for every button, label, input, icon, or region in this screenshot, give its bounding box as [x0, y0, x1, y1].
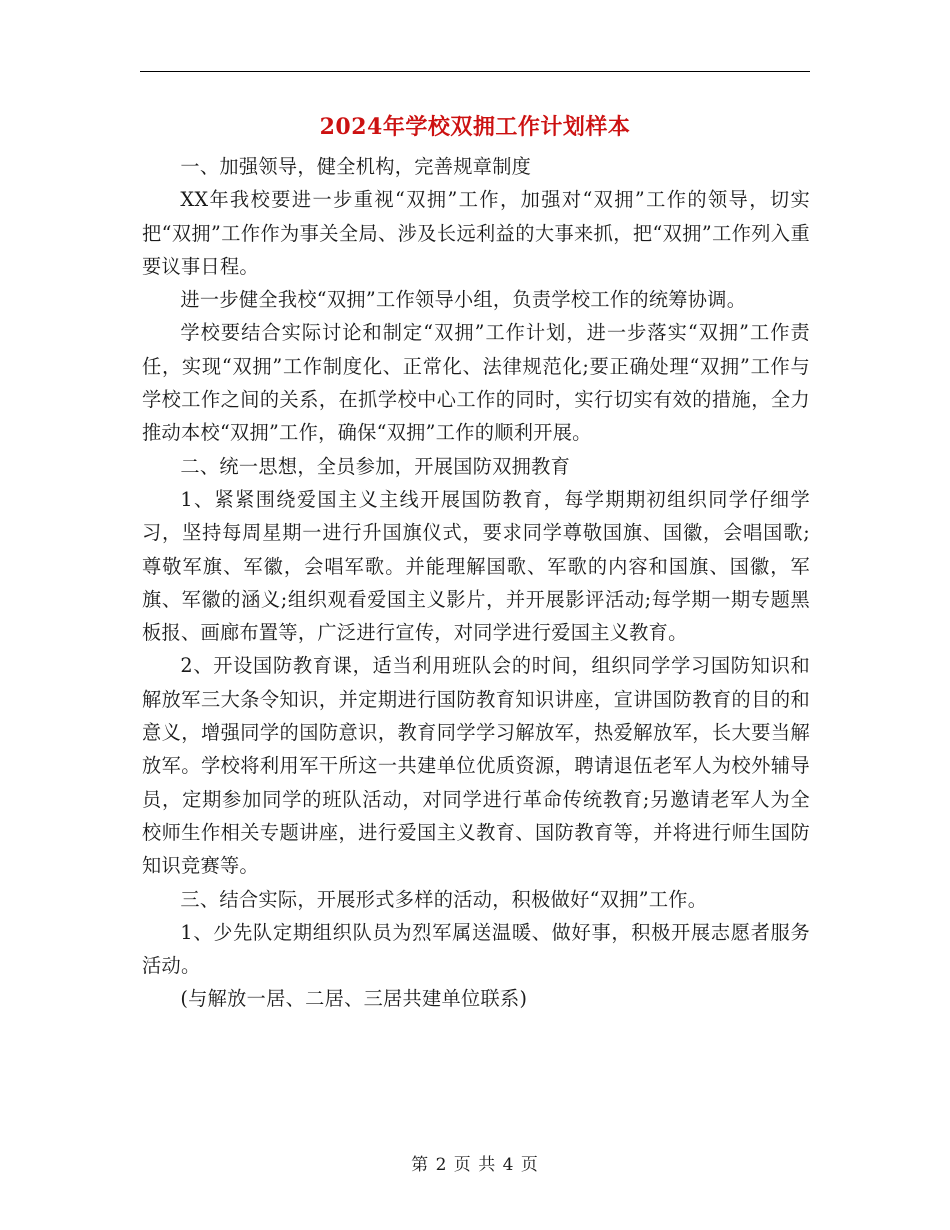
body-paragraph: 学校要结合实际讨论和制定“双拥”工作计划，进一步落实“双拥”工作责任，实现“双拥”工作制度化、正常化、法律规范化;要正确处理“双拥”工作与学校工作之间的关系，在抓学校中心工作的同时，实行切实有效的措施，全力推动本校“双拥”工作，确保“双拥”工作的顺利开展。	[142, 321, 810, 445]
body-paragraph: 1、少先队定期组织队员为烈军属送温暖、做好事，积极开展志愿者服务活动。	[142, 920, 810, 978]
body-paragraph: (与解放一居、二居、三居共建单位联系)	[180, 987, 528, 1011]
page-number: 第 2 页 共 4 页	[411, 1155, 539, 1175]
body-paragraph: 1、紧紧围绕爱国主义主线开展国防教育，每学期期初组织同学仔细学习，坚持每周星期一进行升国旗仪式，要求同学尊敬国旗、国徽，会唱国歌;尊敬军旗、军徽，会唱军歌。并能理解国歌、军歌的内容和国旗、国徽，军旗、军徽的涵义;组织观看爱国主义影片，并开展影评活动;每学期一期专题黑板报、画廊布置等，广泛进行宣传，对同学进行爱国主义教育。	[142, 487, 810, 645]
document-title: 2024年学校双拥工作计划样本	[319, 114, 631, 140]
header-rule	[140, 71, 810, 72]
document-body	[142, 150, 810, 1016]
body-paragraph: XX年我校要进一步重视“双拥”工作，加强对“双拥”工作的领导，切实把“双拥”工作作为事关全局、涉及长远利益的大事来抓，把“双拥”工作列入重要议事日程。	[142, 188, 810, 278]
body-paragraph: 2、开设国防教育课，适当利用班队会的时间，组织同学学习国防知识和解放军三大条令知识，并定期进行国防教育知识讲座，宣讲国防教育的目的和意义，增强同学的国防意识，教育同学学习解放军，热爱解放军，长大要当解放军。学校将利用军干所这一共建单位优质资源，聘请退伍老军人为校外辅导员，定期参加同学的班队活动，对同学进行革命传统教育;另邀请老军人为全校师生作相关专题讲座，进行爱国主义教育、国防教育等，并将进行师生国防知识竞赛等。	[142, 654, 810, 878]
section-heading-3: 三、结合实际，开展形式多样的活动，积极做好“双拥”工作。	[180, 887, 708, 911]
section-heading-2: 二、统一思想，全员参加，开展国防双拥教育	[180, 454, 571, 478]
section-heading-1: 一、加强领导，健全机构，完善规章制度	[180, 155, 532, 178]
body-paragraph: 进一步健全我校“双拥”工作领导小组，负责学校工作的统筹协调。	[180, 288, 747, 312]
